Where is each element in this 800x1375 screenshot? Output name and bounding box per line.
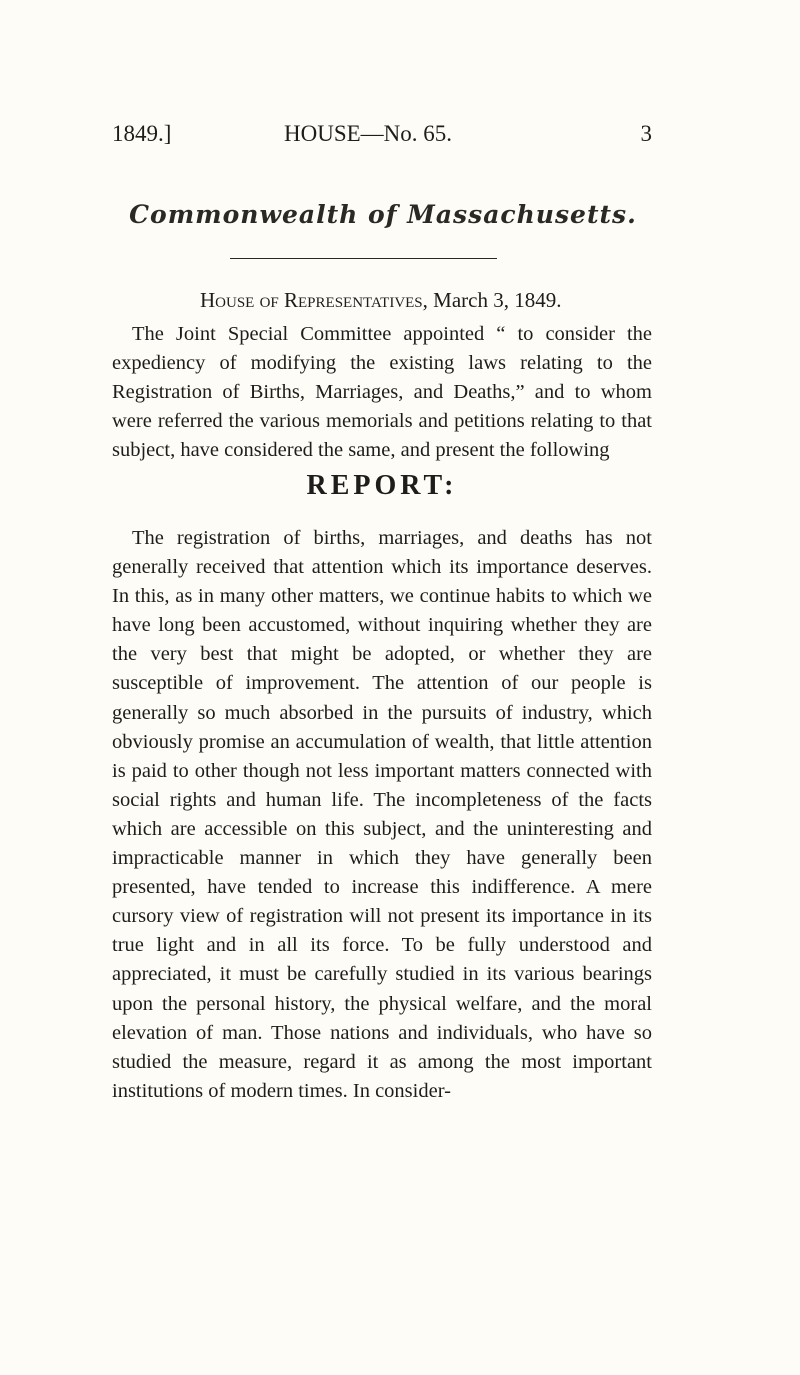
body-paragraph: The registration of births, marriages, and deaths has not generally received that attention which its importance deserves. In this, as in many other matters, we continue habits to which we have long been accustomed, without inquiring whether they are the very best that might be adopted, or whether they are susceptible of improvement. The attention of our people is generally so much absorbed in the pursuits of industry, which obviously promise an accumulation of wealth, that little attention is paid to other though not less important matters connected with social rights and human life. The incompleteness of the facts which are accessible on this subject, and the uninteresting and impracticable manner in which they have generally been presented, have tended to increase this indifference. A mere cursory view of registration will not present its importance in its true light and in all its force. To be fully understood and appreciated, it must be carefully studied in its various bearings upon the personal history, the physical welfare, and the moral elevation of man. Those nations and individuals, who have so studied the measure, regard it as among the most important institutions of modern times. In consider- — [112, 527, 652, 1102]
dateline-body: House of Representatives, — [200, 288, 428, 312]
running-head-title: HOUSE—No. 65. — [284, 121, 453, 146]
page-number: 3 — [640, 121, 652, 146]
running-head-year: 1849.] — [112, 121, 172, 146]
preamble-paragraph: The Joint Special Committee appointed “ to consider the expediency of modifying the existing laws relating to the Registration of Births, Marriages, and Deaths,” and to whom were referred the various memorials and petitions relating to that subject, have considered the same, and present the following — [112, 323, 652, 461]
masthead-title: Commonwealth of Massachusetts. — [129, 200, 637, 229]
dateline — [200, 286, 680, 314]
report-heading: REPORT: — [306, 470, 458, 501]
dateline-date: March 3, 1849. — [433, 288, 562, 312]
running-head — [112, 118, 652, 150]
divider-rule — [230, 258, 497, 259]
